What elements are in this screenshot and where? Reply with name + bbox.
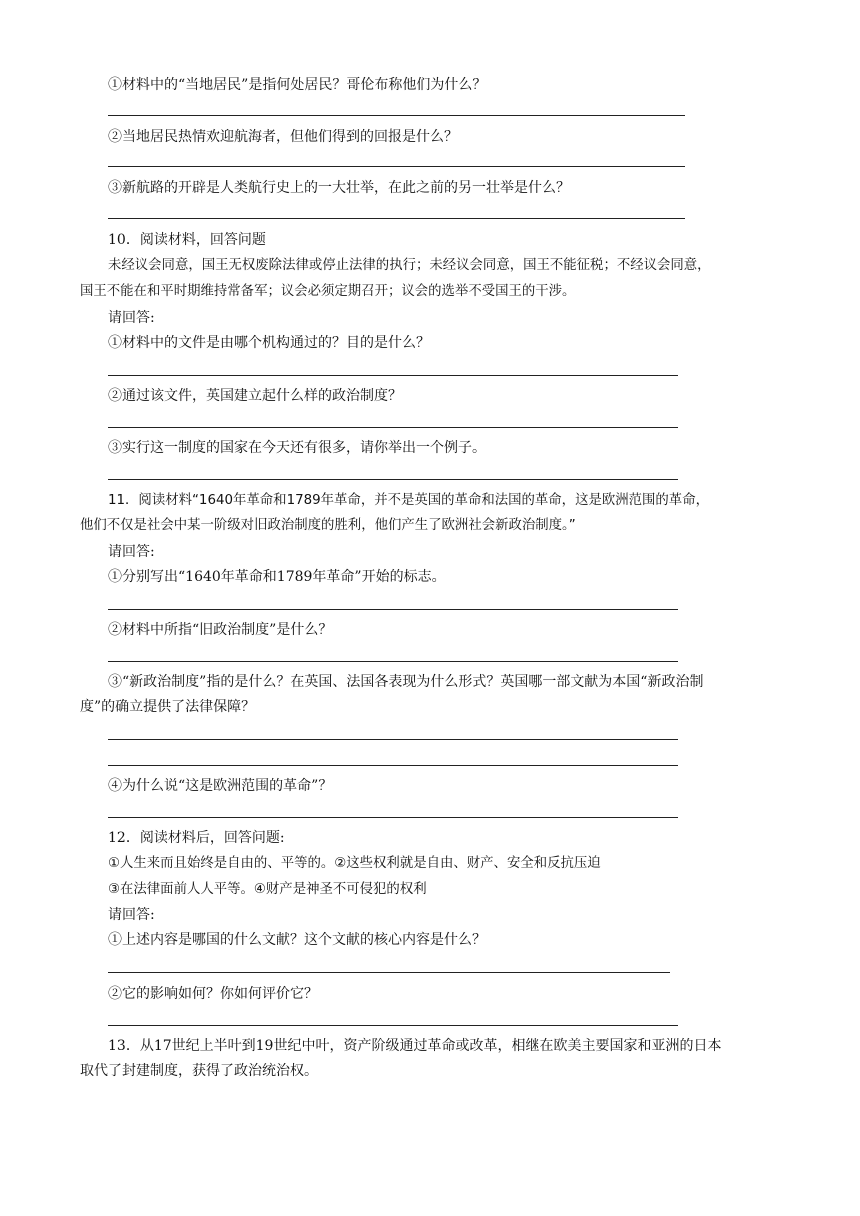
q12-sub-question-2: ②它的影响如何？你如何评价它？ bbox=[108, 986, 318, 1002]
q11-sub-question-3-line-1: ③“新政治制度”指的是什么？在英国、法国各表现为什么形式？英国哪一部文献为本国“新政治制 bbox=[108, 674, 704, 690]
q12-prompt: 请回答: bbox=[108, 907, 155, 923]
q12-material-line-2: ③在法律面前人人平等。④财产是神圣不可侵犯的权利 bbox=[108, 882, 427, 897]
q9-answer-line-3[interactable] bbox=[108, 218, 685, 219]
q13-line-2: 取代了封建制度，获得了政治统治权。 bbox=[80, 1063, 318, 1079]
q12-answer-line-1[interactable] bbox=[108, 972, 670, 973]
q11-answer-line-3a[interactable] bbox=[108, 739, 678, 740]
q11-material-line-1: 11．阅读材料“1640年革命和1789年革命，并不是英国的革命和法国的革命，这是欧洲范围的革命， bbox=[108, 493, 709, 508]
q9-sub-question-3: ③新航路的开辟是人类航行史上的一大壮举，在此之前的另一壮举是什么？ bbox=[108, 180, 570, 196]
q9-answer-line-1[interactable] bbox=[108, 115, 685, 116]
q9-answer-line-2[interactable] bbox=[108, 166, 685, 167]
q10-answer-line-2[interactable] bbox=[108, 427, 678, 428]
q12-sub-question-1: ①上述内容是哪国的什么文献？这个文献的核心内容是什么？ bbox=[108, 932, 486, 948]
q11-sub-question-3-line-2: 度”的确立提供了法律保障？ bbox=[80, 699, 256, 715]
q12-title: 12．阅读材料后，回答问题: bbox=[108, 830, 285, 846]
q10-sub-question-3: ③实行这一制度的国家在今天还有很多，请你举出一个例子。 bbox=[108, 440, 486, 456]
q11-sub-question-2: ②材料中所指“旧政治制度”是什么？ bbox=[108, 622, 333, 638]
q10-answer-line-1[interactable] bbox=[108, 375, 678, 376]
q11-sub-question-4: ④为什么说“这是欧洲范围的革命”？ bbox=[108, 778, 333, 794]
q10-answer-line-3[interactable] bbox=[108, 479, 678, 480]
q11-answer-line-4[interactable] bbox=[108, 817, 678, 818]
q11-answer-line-1[interactable] bbox=[108, 609, 678, 610]
q12-material-line-1: ①人生来而且始终是自由的、平等的。②这些权利就是自由、财产、安全和反抗压迫 bbox=[108, 856, 601, 871]
q11-material-line-2: 他们不仅是社会中某一阶级对旧政治制度的胜利，他们产生了欧洲社会新政治制度。” bbox=[80, 518, 576, 533]
q10-material-line-1: 未经议会同意，国王无权废除法律或停止法律的执行；未经议会同意，国王不能征税；不经议会同意， bbox=[108, 258, 711, 273]
q11-prompt: 请回答: bbox=[108, 544, 155, 560]
q10-prompt: 请回答: bbox=[108, 310, 155, 326]
q10-sub-question-1: ①材料中的文件是由哪个机构通过的？目的是什么？ bbox=[108, 335, 430, 351]
q10-sub-question-2: ②通过该文件，英国建立起什么样的政治制度？ bbox=[108, 388, 402, 404]
q12-answer-line-2[interactable] bbox=[108, 1025, 678, 1026]
q11-sub-question-1: ①分别写出“1640年革命和1789年革命”开始的标志。 bbox=[108, 569, 446, 585]
q9-sub-question-1: ①材料中的“当地居民”是指何处居民？哥伦布称他们为什么？ bbox=[108, 77, 487, 93]
q10-material-line-2: 国王不能在和平时期维持常备军；议会必须定期召开；议会的选举不受国王的干涉。 bbox=[80, 284, 576, 299]
q11-answer-line-2[interactable] bbox=[108, 661, 678, 662]
q11-answer-line-3b[interactable] bbox=[108, 765, 678, 766]
q10-title: 10．阅读材料，回答问题 bbox=[108, 232, 266, 248]
q9-sub-question-2: ②当地居民热情欢迎航海者，但他们得到的回报是什么？ bbox=[108, 129, 458, 145]
q13-line-1: 13．从17世纪上半叶到19世纪中叶，资产阶级通过革命或改革，相继在欧美主要国家和亚洲的日本 bbox=[108, 1038, 722, 1054]
